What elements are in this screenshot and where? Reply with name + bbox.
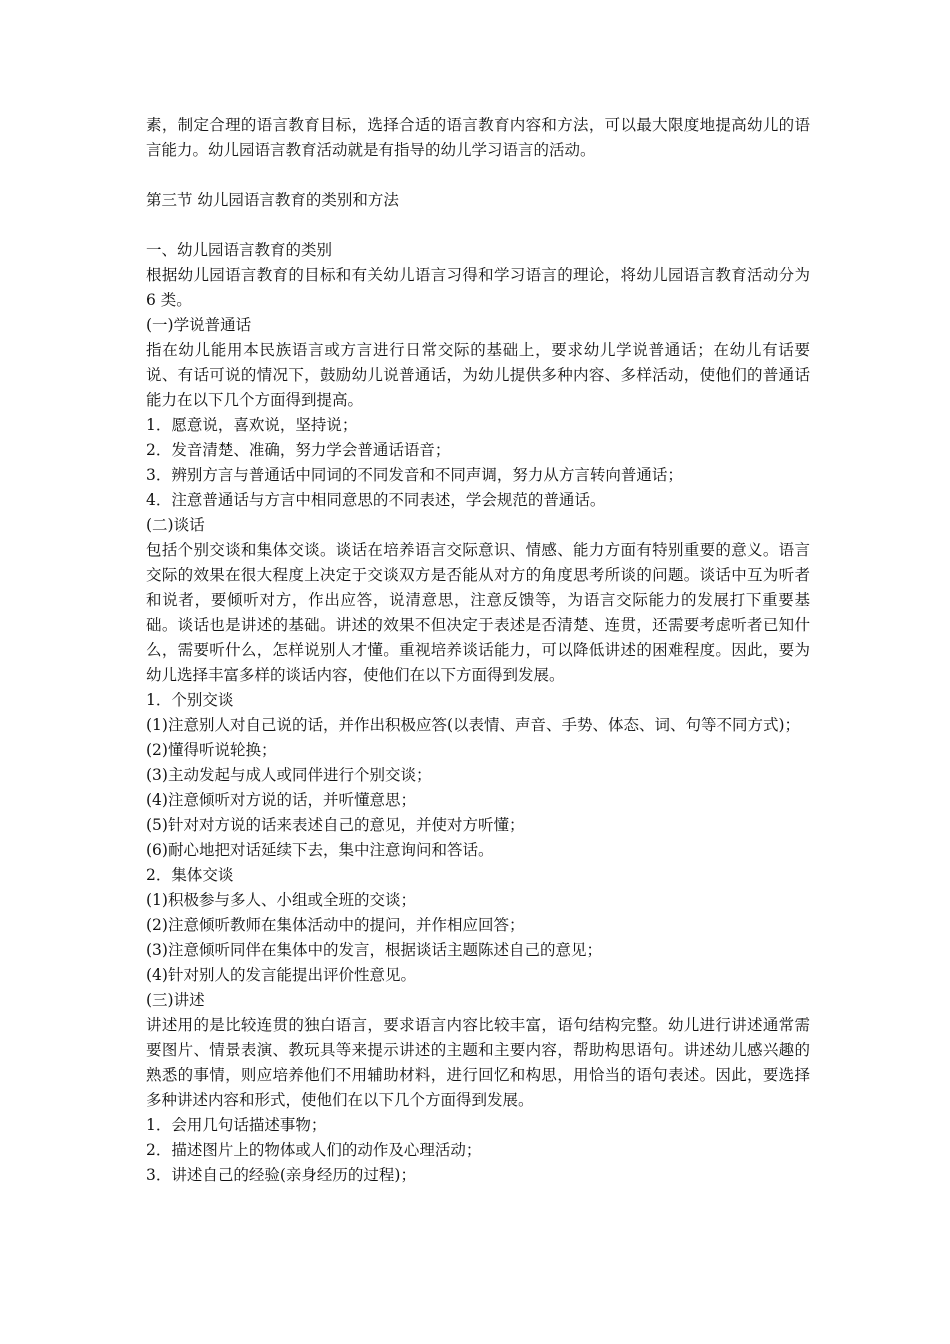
body-paragraph: 指在幼儿能用本民族语言或方言进行日常交际的基础上，要求幼儿学说普通话；在幼儿有话要说、有话可说的情况下，鼓励幼儿说普通话，为幼儿提供多种内容、多样活动，使他们的普通话能力在以下几个方面得到提高。	[146, 341, 810, 409]
list-item: (3)主动发起与成人或同伴进行个别交谈；	[146, 766, 432, 784]
list-item: 4．注意普通话与方言中相同意思的不同表述，学会规范的普通话。	[146, 491, 606, 509]
list-item: (1)积极参与多人、小组或全班的交谈；	[146, 891, 416, 909]
document-page	[146, 113, 810, 1188]
list-item: 3．辨别方言与普通话中同词的不同发音和不同声调，努力从方言转向普通话；	[146, 466, 683, 484]
list-item: 1．愿意说，喜欢说，坚持说；	[146, 416, 358, 434]
list-item: (3)注意倾听同伴在集体中的发言，根据谈话主题陈述自己的意见；	[146, 941, 602, 959]
spacer	[146, 163, 810, 188]
list-item: 2．集体交谈	[146, 866, 234, 884]
subheading-narration: (三)讲述	[146, 991, 205, 1009]
body-paragraph: 讲述用的是比较连贯的独白语言，要求语言内容比较丰富，语句结构完整。幼儿进行讲述通常需要图片、情景表演、教玩具等来提示讲述的主题和主要内容，帮助构思语句。讲述幼儿感兴趣的熟悉的事情，则应培养他们不用辅助材料，进行回忆和构思，用恰当的语句表述。因此，要选择多种讲述内容和形式，使他们在以下几个方面得到发展。	[146, 1016, 810, 1109]
subheading-mandarin: (一)学说普通话	[146, 316, 252, 334]
list-item: (6)耐心地把对话延续下去，集中注意询问和答话。	[146, 841, 494, 859]
list-item: 3．讲述自己的经验(亲身经历的过程)；	[146, 1166, 416, 1184]
body-paragraph: 根据幼儿园语言教育的目标和有关幼儿语言习得和学习语言的理论，将幼儿园语言教育活动分为 6 类。	[146, 266, 810, 309]
list-item: (4)针对别人的发言能提出评价性意见。	[146, 966, 416, 984]
list-item: (4)注意倾听对方说的话，并听懂意思；	[146, 791, 416, 809]
list-item: (5)针对对方说的话来表述自己的意见，并使对方听懂；	[146, 816, 525, 834]
spacer	[146, 213, 810, 238]
heading-categories: 一、幼儿园语言教育的类别	[146, 241, 333, 259]
body-paragraph: 包括个别交谈和集体交谈。谈话在培养语言交际意识、情感、能力方面有特别重要的意义。语言交际的效果在很大程度上决定于交谈双方是否能从对方的角度思考所谈的问题。谈话中互为听者和说者，要倾听对方，作出应答，说清意思，注意反馈等，为语言交际能力的发展打下重要基础。谈话也是讲述的基础。讲述的效果不但决定于表述是否清楚、连贯，还需要考虑听者已知什么，需要听什么，怎样说别人才懂。重视培养谈话能力，可以降低讲述的困难程度。因此，要为幼儿选择丰富多样的谈话内容，使他们在以下方面得到发展。	[146, 541, 810, 684]
list-item: 1．会用几句话描述事物；	[146, 1116, 327, 1134]
list-item: 2．描述图片上的物体或人们的动作及心理活动；	[146, 1141, 482, 1159]
list-item: (2)懂得听说轮换；	[146, 741, 277, 759]
list-item: (2)注意倾听教师在集体活动中的提问，并作相应回答；	[146, 916, 525, 934]
list-item: 2．发音清楚、准确，努力学会普通话语音；	[146, 441, 451, 459]
section-title: 第三节 幼儿园语言教育的类别和方法	[146, 191, 399, 209]
subheading-conversation: (二)谈话	[146, 516, 205, 534]
list-item: 1．个别交谈	[146, 691, 234, 709]
list-item: (1)注意别人对自己说的话，并作出积极应答(以表情、声音、手势、体态、词、句等不同方式)；	[146, 716, 801, 734]
intro-paragraph: 素，制定合理的语言教育目标，选择合适的语言教育内容和方法，可以最大限度地提高幼儿的语言能力。幼儿园语言教育活动就是有指导的幼儿学习语言的活动。	[146, 116, 810, 159]
